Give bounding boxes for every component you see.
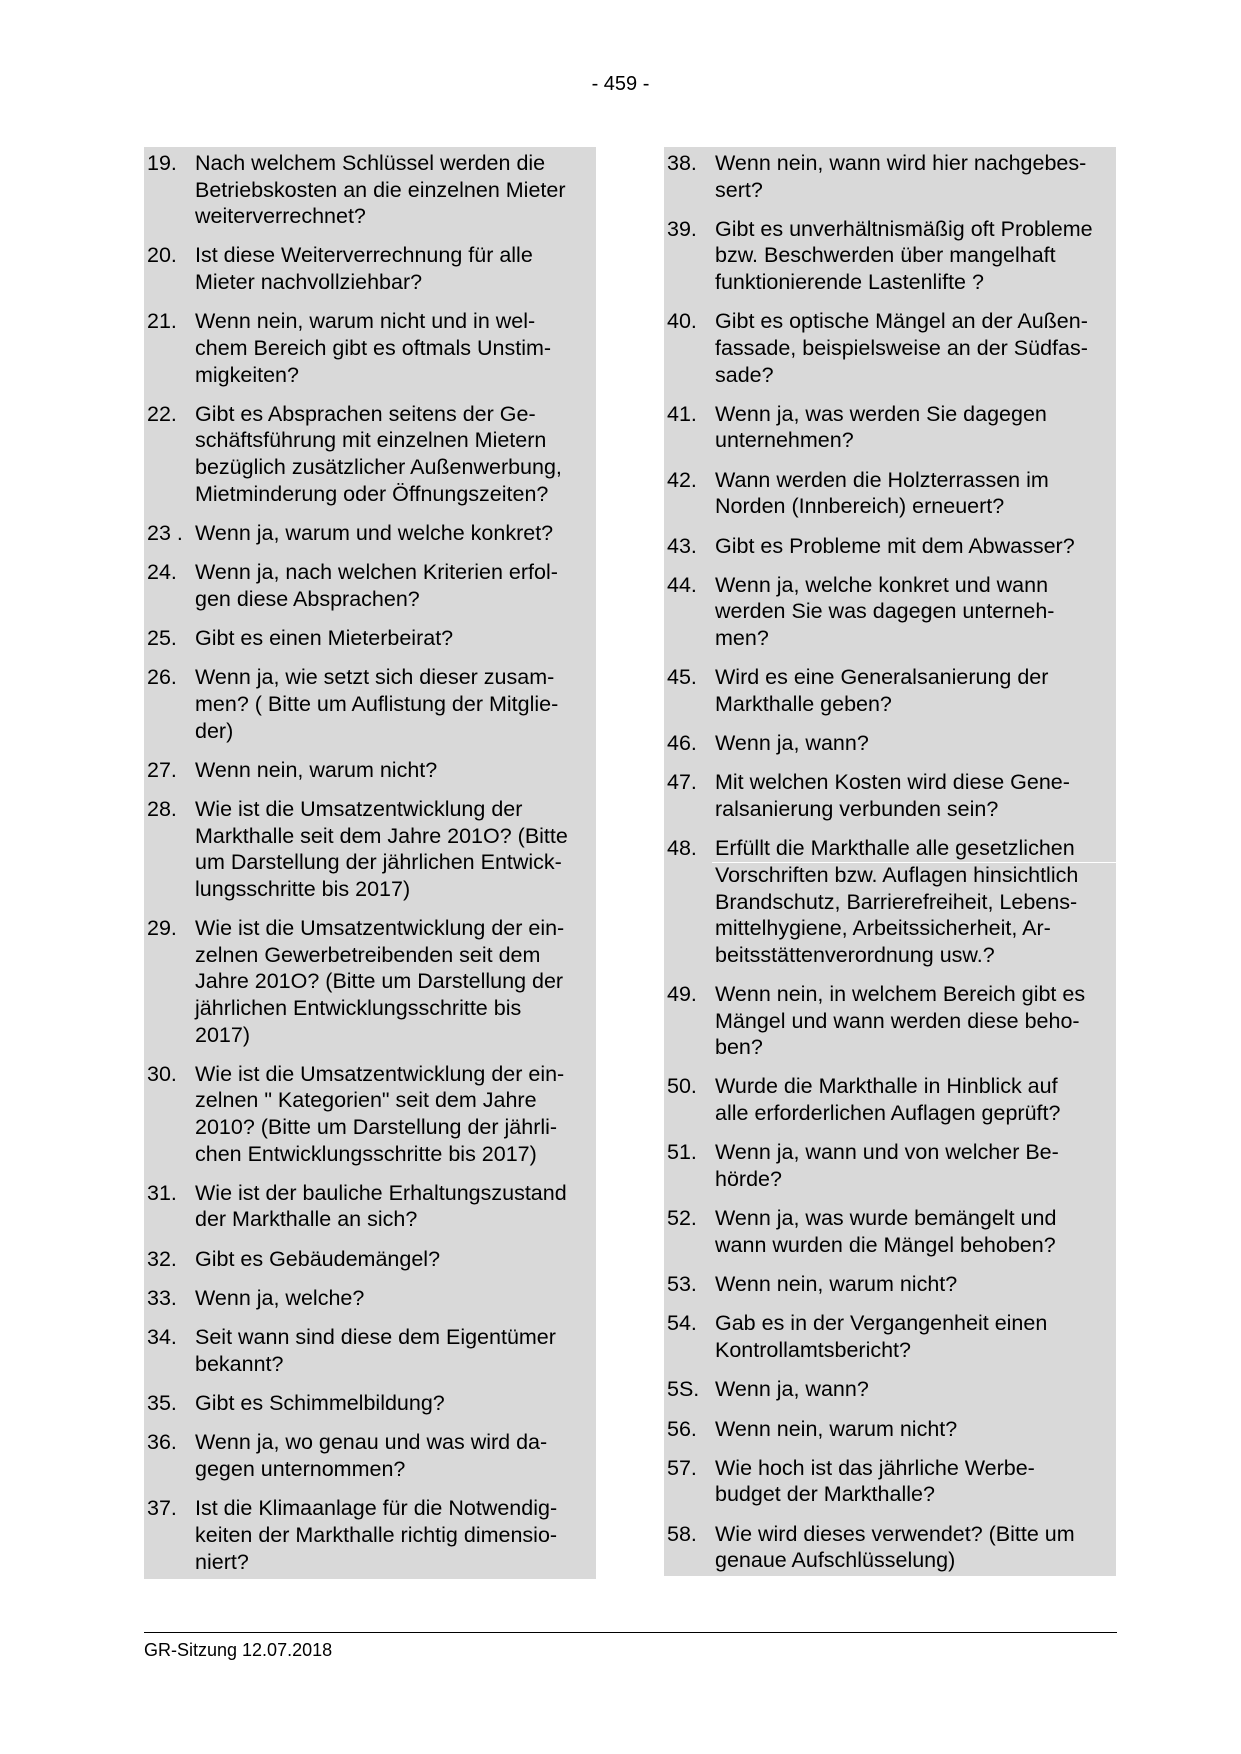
question-item bbox=[664, 308, 1116, 388]
question-number: 37. bbox=[147, 1496, 177, 1521]
question-number: 36. bbox=[147, 1430, 177, 1455]
footer-divider bbox=[144, 1632, 1117, 1633]
question-item bbox=[664, 572, 1116, 652]
question-number: 26. bbox=[147, 665, 177, 690]
question-item bbox=[144, 1061, 596, 1167]
question-number: 54. bbox=[667, 1311, 697, 1336]
question-text: Gab es in der Vergangenheit einen Kontrollamtsbericht? bbox=[715, 1311, 1048, 1362]
question-item bbox=[664, 769, 1116, 822]
question-item bbox=[664, 730, 1116, 757]
question-number: 28. bbox=[147, 797, 177, 822]
question-text: Wenn nein, wann wird hier nachgebes- sert? bbox=[715, 151, 1087, 202]
question-item bbox=[664, 401, 1116, 454]
question-text: Wenn ja, wann? bbox=[715, 1377, 869, 1402]
question-item bbox=[664, 1376, 1116, 1403]
question-number: 32. bbox=[147, 1246, 177, 1271]
question-number: 23 . bbox=[147, 520, 183, 545]
question-text: Wie hoch ist das jährliche Werbe- budget der Markthalle? bbox=[715, 1455, 1035, 1507]
question-text: Wurde die Markthalle in Hinblick auf alle erforderlichen Auflagen geprüft? bbox=[715, 1074, 1061, 1126]
question-item bbox=[664, 1416, 1116, 1443]
question-item bbox=[664, 1455, 1116, 1508]
question-item bbox=[144, 1180, 596, 1233]
question-item bbox=[144, 559, 596, 612]
question-text: Wenn ja, welche? bbox=[195, 1286, 365, 1310]
question-item bbox=[664, 1271, 1116, 1298]
question-item bbox=[144, 915, 596, 1048]
question-text: Wenn ja, was wurde bemängelt und wann wurden die Mängel behoben? bbox=[715, 1206, 1057, 1257]
question-number: 45. bbox=[667, 665, 697, 690]
question-item bbox=[664, 1073, 1116, 1126]
question-item bbox=[144, 242, 596, 295]
question-text: Mit welchen Kosten wird diese Gene- ralsanierung verbunden sein? bbox=[715, 770, 1070, 822]
question-number: 5S. bbox=[667, 1377, 700, 1402]
question-item bbox=[144, 1246, 596, 1273]
question-text: Wie ist die Umsatzentwicklung der ein- zelnen " Kategorien" seit dem Jahre 2010? (Bitte um Darstellung der jährli- chen Entwicklungsschritte bis 2017) bbox=[195, 1061, 565, 1166]
question-item bbox=[664, 981, 1116, 1061]
question-text: Wenn ja, wo genau und was wird da- gegen unternommen? bbox=[195, 1430, 548, 1482]
question-number: 52. bbox=[667, 1206, 697, 1231]
question-text: Gibt es Gebäudemängel? bbox=[195, 1246, 441, 1271]
question-text: Wenn nein, warum nicht? bbox=[715, 1416, 958, 1441]
question-number: 50. bbox=[667, 1074, 697, 1099]
question-text: Ist die Klimaanlage für die Notwendig- keiten der Markthalle richtig dimensio- niert? bbox=[195, 1496, 558, 1574]
question-item bbox=[144, 1495, 596, 1575]
question-item bbox=[664, 1139, 1116, 1192]
question-number: 58. bbox=[667, 1521, 697, 1546]
question-text: Seit wann sind diese dem Eigentümer bekannt? bbox=[195, 1325, 556, 1376]
question-number: 19. bbox=[147, 151, 177, 175]
question-number: 48. bbox=[667, 836, 697, 861]
question-text: Wenn ja, warum und welche konkret? bbox=[195, 520, 554, 545]
question-text: Gibt es optische Mängel an der Außen- fassade, beispielsweise an der Südfas- sade? bbox=[715, 309, 1088, 387]
question-number: 41. bbox=[667, 401, 697, 426]
question-number: 49. bbox=[667, 982, 697, 1006]
question-number: 35. bbox=[147, 1391, 177, 1416]
question-item bbox=[144, 796, 596, 902]
question-number: 46. bbox=[667, 731, 697, 756]
question-item bbox=[664, 150, 1116, 203]
question-number: 31. bbox=[147, 1180, 177, 1205]
question-text: Wenn ja, wann und von welcher Be- hörde? bbox=[715, 1140, 1059, 1191]
footer-session-date: GR-Sitzung 12.07.2018 bbox=[144, 1640, 333, 1660]
question-item bbox=[664, 1205, 1116, 1258]
question-item bbox=[664, 216, 1116, 296]
question-text: Wenn ja, wie setzt sich dieser zusam- men? ( Bitte um Auflistung der Mitglie- der) bbox=[195, 665, 559, 743]
question-number: 51. bbox=[667, 1140, 697, 1165]
question-item bbox=[144, 1324, 596, 1377]
question-text: Wenn ja, nach welchen Kriterien erfol- gen diese Absprachen? bbox=[195, 560, 558, 611]
question-text: Wann werden die Holzterrassen im Norden (Innbereich) erneuert? bbox=[715, 467, 1049, 519]
question-number: 56. bbox=[667, 1416, 697, 1441]
question-text: Wie wird dieses verwendet? (Bitte um genaue Aufschlüsselung) bbox=[715, 1521, 1075, 1573]
question-text: Wenn ja, wann? bbox=[715, 731, 869, 756]
question-text: Wenn ja, welche konkret und wann werden Sie was dagegen unterneh- men? bbox=[715, 572, 1055, 651]
left-question-column bbox=[144, 147, 596, 1579]
question-number: 22. bbox=[147, 401, 177, 426]
question-number: 47. bbox=[667, 770, 697, 795]
question-item bbox=[144, 1429, 596, 1482]
question-item bbox=[144, 1285, 596, 1312]
question-text: Nach welchem Schlüssel werden die Betriebskosten an die einzelnen Mieter weiterverrechnet? bbox=[195, 151, 566, 229]
question-text: Wenn ja, was werden Sie dagegen unternehmen? bbox=[715, 401, 1047, 453]
question-number: 43. bbox=[667, 533, 697, 558]
question-text: Ist diese Weiterverrechnung für alle Mieter nachvollziehbar? bbox=[195, 243, 533, 295]
question-number: 30. bbox=[147, 1061, 177, 1086]
question-text: Wenn nein, in welchem Bereich gibt es Mängel und wann werden diese beho- ben? bbox=[715, 982, 1086, 1060]
question-item bbox=[664, 1521, 1116, 1574]
question-number: 20. bbox=[147, 243, 177, 268]
question-item bbox=[664, 835, 1116, 968]
page-number: - 459 - bbox=[591, 73, 650, 95]
question-text: Gibt es Absprachen seitens der Ge- schäftsführung mit einzelnen Mietern bezüglich zusätzlicher Außenwerbung, Mietminderung oder Öffnungszeiten? bbox=[195, 401, 562, 506]
question-number: 27. bbox=[147, 757, 177, 782]
question-number: 24. bbox=[147, 560, 177, 585]
question-text: Erfüllt die Markthalle alle gesetzlichen Vorschriften bzw. Auflagen hinsichtlich Brandschutz, Barrierefreiheit, Lebens- mittelhygiene, Arbeitssicherheit, Ar- beitsstättenverordnung usw.? bbox=[715, 836, 1079, 967]
question-number: 34. bbox=[147, 1325, 177, 1350]
right-question-column bbox=[664, 147, 1116, 1576]
question-number: 40. bbox=[667, 309, 697, 334]
question-text: Gibt es einen Mieterbeirat? bbox=[195, 626, 454, 651]
question-text: Gibt es unverhältnismäßig oft Probleme bzw. Beschwerden über mangelhaft funktionierende Lastenlifte ? bbox=[715, 216, 1093, 295]
question-text: Wenn nein, warum nicht? bbox=[715, 1272, 958, 1297]
question-number: 42. bbox=[667, 467, 697, 492]
question-number: 21. bbox=[147, 309, 177, 334]
question-number: 38. bbox=[667, 151, 697, 175]
question-text: Wie ist die Umsatzentwicklung der ein- zelnen Gewerbetreibenden seit dem Jahre 201O? (Bitte um Darstellung der jährlichen Entwicklungsschritte bis 2017) bbox=[195, 916, 565, 1047]
question-item bbox=[144, 401, 596, 507]
question-item bbox=[144, 664, 596, 744]
question-item bbox=[664, 664, 1116, 717]
question-item bbox=[664, 467, 1116, 520]
question-item bbox=[144, 150, 596, 230]
question-item bbox=[664, 1310, 1116, 1363]
question-text: Wenn nein, warum nicht und in wel- chem Bereich gibt es oftmals Unstim- migkeiten? bbox=[195, 309, 552, 387]
question-text: Wird es eine Generalsanierung der Markthalle geben? bbox=[715, 665, 1049, 716]
question-number: 57. bbox=[667, 1455, 697, 1480]
question-number: 53. bbox=[667, 1272, 697, 1297]
question-number: 29. bbox=[147, 916, 177, 941]
question-number: 25. bbox=[147, 626, 177, 651]
question-item bbox=[144, 625, 596, 652]
question-number: 39. bbox=[667, 216, 697, 241]
question-text: Wie ist der bauliche Erhaltungszustand der Markthalle an sich? bbox=[195, 1180, 567, 1232]
question-item bbox=[144, 308, 596, 388]
question-item bbox=[144, 1390, 596, 1417]
question-item bbox=[144, 520, 596, 547]
question-number: 33. bbox=[147, 1286, 177, 1310]
question-number: 44. bbox=[667, 572, 697, 597]
question-text: Wie ist die Umsatzentwicklung der Markthalle seit dem Jahre 201O? (Bitte um Darstellung der jährlichen Entwick- lungsschritte bis 2017) bbox=[195, 797, 568, 901]
question-item bbox=[664, 533, 1116, 560]
question-text: Gibt es Probleme mit dem Abwasser? bbox=[715, 533, 1075, 558]
question-item bbox=[144, 757, 596, 784]
question-text: Wenn nein, warum nicht? bbox=[195, 757, 438, 782]
question-text: Gibt es Schimmelbildung? bbox=[195, 1391, 445, 1416]
